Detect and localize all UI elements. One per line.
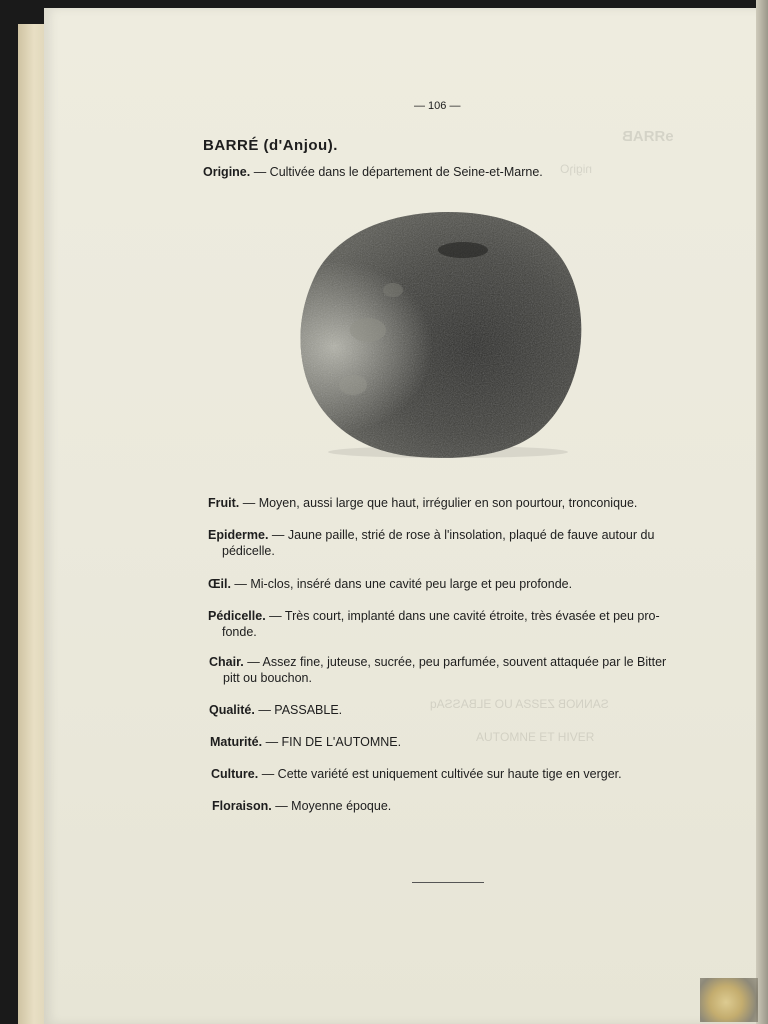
book-right-edge xyxy=(756,0,768,1024)
entry-label: Epiderme. xyxy=(208,528,269,542)
entry-label: Maturité. xyxy=(210,735,263,749)
entry-label: Œil. xyxy=(208,577,231,591)
page-title: BARRÉ (d'Anjou). xyxy=(203,137,338,154)
entry-label: Pédicelle. xyxy=(208,609,266,623)
book-page xyxy=(44,8,760,1024)
origin-text: — Cultivée dans le département de Seine-et-Marne. xyxy=(250,165,543,179)
entry-culture xyxy=(211,766,691,782)
entry-label: Chair. xyxy=(209,655,244,669)
entry-text: — Mi-clos, inséré dans une cavité peu large et peu profonde. xyxy=(230,577,573,591)
bleed-through-text: ЯƎVIH TƎ ƎИMOTUA xyxy=(476,730,595,744)
entry-qualite xyxy=(209,702,689,718)
origin-line xyxy=(203,165,543,179)
entry-continuation: pitt ou bouchon. xyxy=(223,671,312,685)
entry-oeil xyxy=(208,576,688,592)
section-divider xyxy=(412,882,484,883)
entry-label: Floraison. xyxy=(212,799,272,813)
entry-chair xyxy=(209,654,689,686)
watermark-thumbnail xyxy=(700,978,758,1022)
entry-text: — Très court, implanté dans une cavité étroite, très évasée et peu pro- xyxy=(265,609,660,623)
apple-photo xyxy=(298,210,583,458)
bleed-through-text: SANNOB ZƎƧƧA UO ƎLBASSAq xyxy=(430,697,609,711)
entry-floraison xyxy=(212,798,692,814)
entry-text: — Moyenne époque. xyxy=(271,799,392,813)
page-number: — 106 — xyxy=(414,100,461,112)
entry-text: — PASSABLE. xyxy=(254,703,343,717)
entry-epiderme xyxy=(208,527,688,559)
entry-label: Fruit. xyxy=(208,496,240,510)
entry-label: Qualité. xyxy=(209,703,255,717)
bleed-through-text: nigiɿO xyxy=(560,162,593,176)
entry-text: — Jaune paille, strié de rose à l'insolation, plaqué de fauve autour du xyxy=(268,528,655,542)
entry-text: — Cette variété est uniquement cultivée sur haute tige en verger. xyxy=(258,767,622,781)
origin-label: Origine. xyxy=(203,165,251,179)
entry-label: Culture. xyxy=(211,767,259,781)
entry-text: — Assez fine, juteuse, sucrée, peu parfumée, souvent attaquée par le Bitter xyxy=(243,655,667,669)
entry-text: — Moyen, aussi large que haut, irrégulier en son pourtour, tronconique. xyxy=(239,496,638,510)
entry-continuation: pédicelle. xyxy=(222,544,275,558)
entry-maturite xyxy=(210,734,690,750)
entry-fruit xyxy=(208,495,688,511)
entry-pedicelle xyxy=(208,608,688,640)
entry-text: — FIN DE L'AUTOMNE. xyxy=(262,735,402,749)
bleed-through-text: ɘЯЯAB xyxy=(622,128,674,145)
entry-continuation: fonde. xyxy=(222,625,257,639)
